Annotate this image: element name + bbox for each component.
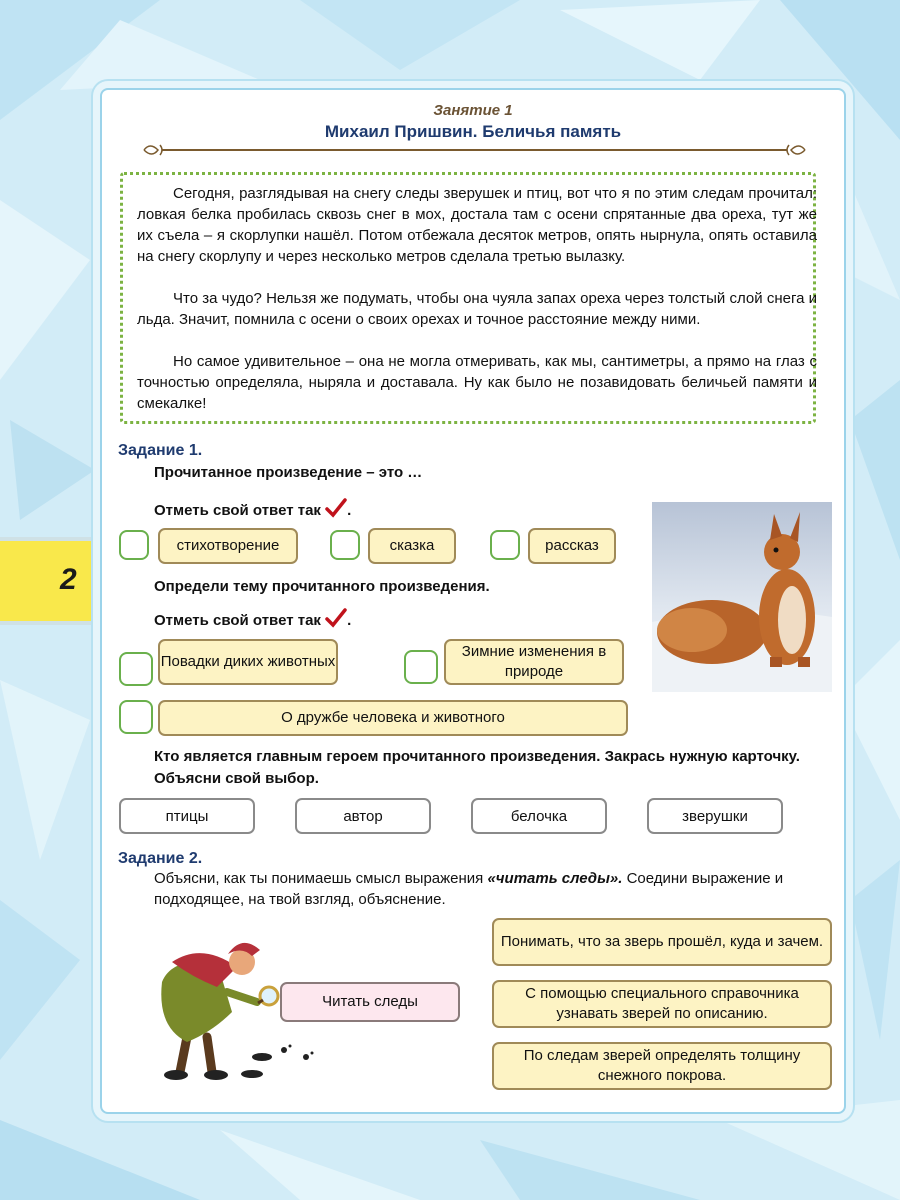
worksheet-page (100, 88, 846, 1114)
task1-heading: Задание 1. (118, 442, 203, 459)
expression-read-tracks[interactable]: Читать следы (280, 982, 460, 1022)
card-squirrel[interactable]: белочка (471, 798, 607, 834)
option-story[interactable]: рассказ (528, 528, 616, 564)
checkbox-friendship[interactable] (119, 700, 153, 734)
page-number: 2 (60, 563, 77, 596)
option-friendship[interactable]: О дружбе человека и животного (158, 700, 628, 736)
checkbox-animal-habits[interactable] (119, 652, 153, 686)
option-winter-changes[interactable]: Зимние изменения в природе (444, 639, 624, 685)
story-text-box (120, 172, 816, 424)
checkbox-fairytale[interactable] (330, 530, 360, 560)
mark-hint-1: Отметь свой ответ так . (154, 498, 351, 519)
checkmark-icon (325, 608, 347, 628)
lesson-label: Занятие 1 (433, 102, 513, 119)
mark-hint-2: Отметь свой ответ так . (154, 608, 351, 629)
option-fairytale[interactable]: сказка (368, 528, 456, 564)
checkmark-icon (325, 498, 347, 518)
explanation-3[interactable]: По следам зверей определять толщину снежного покрова. (492, 1042, 832, 1090)
story-paragraph-1: Сегодня, разглядывая на снегу следы зверушек и птиц, вот что я по этим следам прочитал: ловкая белка пробилась сквозь снег в мох, достала там с осени спрятанные два ореха, тут же их съела – я скорлупки нашёл. Потом отбежала десяток метров, опять нырнула, опять оставила на снегу скорлупу и через несколько метров сделала третью вылазку. (137, 185, 817, 265)
page-title: Михаил Пришвин. Беличья память (324, 122, 622, 141)
option-animal-habits[interactable]: Повадки диких животных (158, 639, 338, 685)
task2-instruction: Объясни, как ты понимаешь смысл выражения «читать следы». Соедини выражение и подходящее, на твой взгляд, объяснение. (154, 870, 784, 908)
task1-question-2: Определи тему прочитанного произведения. (154, 578, 490, 595)
card-birds[interactable]: птицы (119, 798, 255, 834)
card-author[interactable]: автор (295, 798, 431, 834)
checkbox-poem[interactable] (119, 530, 149, 560)
task2-heading: Задание 2. (118, 850, 203, 867)
ornament-divider (142, 142, 807, 158)
explanation-2[interactable]: С помощью специального справочника узнавать зверей по описанию. (492, 980, 832, 1028)
page-number-tab (0, 537, 100, 625)
story-paragraph-3: Но самое удивительное – она не могла отмеривать, как мы, сантиметры, а прямо на глаз с точностью определяла, ныряла и доставала. Ну как было не позавидовать беличьей памяти и смекалке! (137, 353, 817, 412)
task1-question-1: Прочитанное произведение – это … (154, 464, 423, 481)
explanation-1[interactable]: Понимать, что за зверь прошёл, куда и зачем. (492, 918, 832, 966)
checkbox-winter-changes[interactable] (404, 650, 438, 684)
task1-question-3: Кто является главным героем прочитанного произведения. Закрась нужную карточку. Объясни свой выбор. (154, 748, 800, 787)
card-animals[interactable]: зверушки (647, 798, 783, 834)
story-paragraph-2: Что за чудо? Нельзя же подумать, чтобы она чуяла запах ореха через толстый слой снега и льда. Значит, помнила с осени о своих орехах и точное расстояние между ними. (137, 290, 817, 328)
checkbox-story[interactable] (490, 530, 520, 560)
squirrel-photo (652, 502, 832, 692)
option-poem[interactable]: стихотворение (158, 528, 298, 564)
